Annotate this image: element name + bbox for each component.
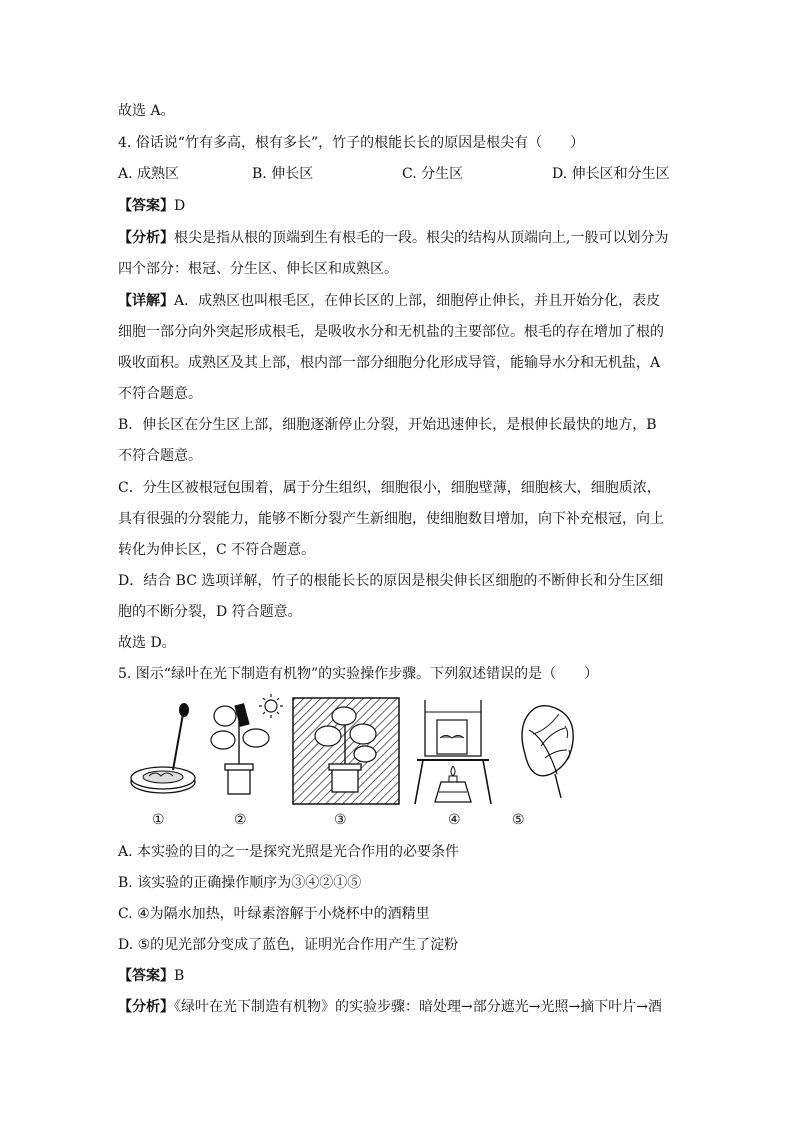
water-bath-heating-icon — [415, 700, 491, 804]
text-line: 细胞一部分向外突起形成根毛，是吸收水分和无机盐的主要部位。根毛的存在增加了根的 — [118, 324, 664, 340]
text-line: 转化为伸长区，C 不符合题意。 — [118, 542, 316, 558]
answer-value: B — [174, 968, 185, 984]
analysis-text: 根尖是指从根的顶端到生有根毛的一段。根尖的结构从顶端向上,一般可以划分为 — [174, 230, 669, 246]
q4-option-b: B. 伸长区 — [252, 166, 314, 182]
petri-dish-dropper-icon — [131, 703, 195, 793]
question-5: 5. 图示“绿叶在光下制造有机物”的实验操作步骤。下列叙述错误的是（ ） — [118, 666, 599, 682]
q5-option-c: C. ④为隔水加热，叶绿素溶解于小烧杯中的酒精里 — [118, 906, 430, 922]
analysis-text: 《绿叶在光下制造有机物》的实验步骤：暗处理→部分遮光→光照→摘下叶片→酒 — [174, 999, 662, 1015]
text-line: C．分生区被根冠包围着，属于分生组织，细胞很小，细胞壁薄，细胞核大，细胞质浓， — [118, 480, 661, 496]
figure-caption-3: ③ — [334, 812, 347, 828]
potted-plant-covered-icon — [211, 694, 283, 794]
detail-text: A．成熟区也叫根毛区，在伸长区的上部，细胞停止伸长，并且开始分化，表皮 — [174, 293, 661, 309]
q5-option-d: D. ⑤的见光部分变成了蓝色，证明光合作用产生了淀粉 — [118, 937, 459, 953]
figure-caption-5: ⑤ — [512, 812, 525, 828]
leaf-icon — [522, 706, 573, 798]
text-line: D．结合 BC 选项详解，竹子的根能长长的原因是根尖伸长区细胞的不断伸长和分生区细 — [118, 573, 664, 589]
text-line: B．伸长区在分生区上部，细胞逐渐停止分裂，开始迅速伸长，是根伸长最快的地方，B — [118, 417, 657, 433]
figure-caption-2: ② — [234, 812, 247, 828]
detail-tag: 【详解】 — [118, 293, 174, 309]
experiment-figure — [125, 690, 665, 830]
dark-treatment-box-icon — [293, 698, 399, 804]
text-line: 四个部分：根冠、分生区、伸长区和成熟区。 — [118, 261, 398, 277]
text-line: 故选 A。 — [118, 103, 175, 119]
q4-option-a: A. 成熟区 — [118, 166, 180, 182]
q4-option-c: C. 分生区 — [402, 166, 464, 182]
answer-tag: 【答案】 — [118, 968, 174, 984]
analysis-tag: 【分析】 — [118, 230, 174, 246]
analysis-tag: 【分析】 — [118, 999, 174, 1015]
figure-caption-4: ④ — [448, 812, 461, 828]
q5-option-b: B. 该实验的正确操作顺序为③④②①⑤ — [118, 875, 362, 891]
q4-option-d: D. 伸长区和分生区 — [552, 166, 670, 182]
text-line: 不符合题意。 — [118, 386, 202, 402]
analysis-4 — [118, 228, 668, 248]
answer-tag: 【答案】 — [118, 198, 174, 214]
q5-option-a: A. 本实验的目的之一是探究光照是光合作用的必要条件 — [118, 844, 460, 860]
text-line: 不符合题意。 — [118, 448, 202, 464]
question-4: 4. 俗话说“竹有多高，根有多长”，竹子的根能长长的原因是根尖有（ ） — [118, 135, 585, 151]
detail-4 — [118, 291, 660, 311]
analysis-5 — [118, 997, 662, 1017]
text-line: 具有很强的分裂能力，能够不断分裂产生新细胞，使细胞数目增加，向下补充根冠，向上 — [118, 511, 664, 527]
text-line: 故选 D。 — [118, 635, 176, 651]
answer-5 — [118, 966, 184, 986]
figure-caption-1: ① — [152, 812, 165, 828]
experiment-figure-svg — [125, 690, 665, 810]
answer-value: D — [174, 198, 186, 214]
text-line: 吸收面积。成熟区及其上部，根内部一部分细胞分化形成导管，能输导水分和无机盐，A — [118, 355, 661, 371]
text-line: 胞的不断分裂，D 符合题意。 — [118, 604, 302, 620]
answer-4 — [118, 196, 185, 216]
